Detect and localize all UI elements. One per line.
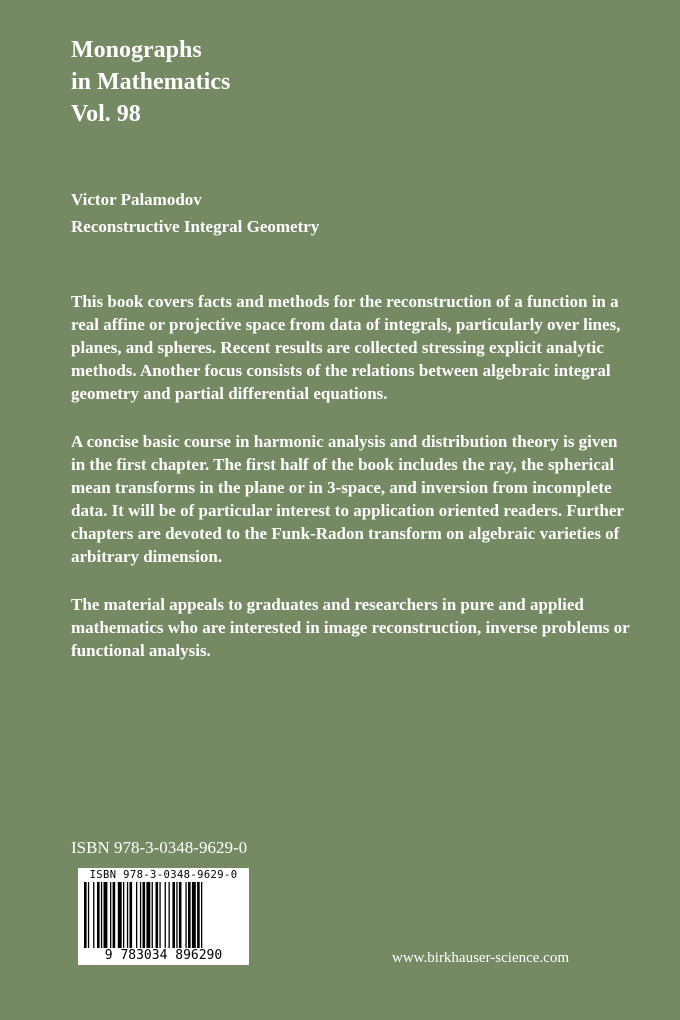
description-paragraph: The material appeals to graduates and researchers in pure and applied mathematics who are interested in image reconstruction, inverse problems or functional analysis. xyxy=(71,595,630,660)
series-title xyxy=(71,34,230,130)
isbn-label: ISBN 978-3-0348-9629-0 xyxy=(71,838,248,857)
description-paragraph: A concise basic course in harmonic analysis and distribution theory is given in the first chapter. The first half of the book includes the ray, the spherical mean transforms in the plane or in 3-space, and inversion from incomplete data. It will be of particular interest to application oriented readers. Further chapters are devoted to the Funk-Radon transform on algebraic varieties of arbitrary dimension. xyxy=(71,432,624,566)
isbn-barcode xyxy=(78,868,249,965)
series-line-2: in Mathematics xyxy=(71,69,231,95)
series-volume: Vol. 98 xyxy=(71,101,141,127)
book-info xyxy=(71,186,319,240)
book-title: Reconstructive Integral Geometry xyxy=(71,217,320,236)
barcode-isbn-text: ISBN 978-3-0348-9629-0 xyxy=(89,869,238,881)
barcode-digits: 9 783034 896290 xyxy=(104,948,223,963)
barcode-bars xyxy=(84,882,243,948)
publisher-url[interactable]: www.birkhauser-science.com xyxy=(392,950,569,966)
author-name: Victor Palamodov xyxy=(71,190,202,209)
series-line-1: Monographs xyxy=(71,37,202,63)
book-description xyxy=(71,290,631,687)
description-paragraph: This book covers facts and methods for the reconstruction of a function in a real affine or projective space from data of integrals, particularly over lines, planes, and spheres. Recent results are collected stressing explicit analytic methods. Another focus consists of the relations between algebraic integral geometry and partial differential equations. xyxy=(71,292,621,403)
